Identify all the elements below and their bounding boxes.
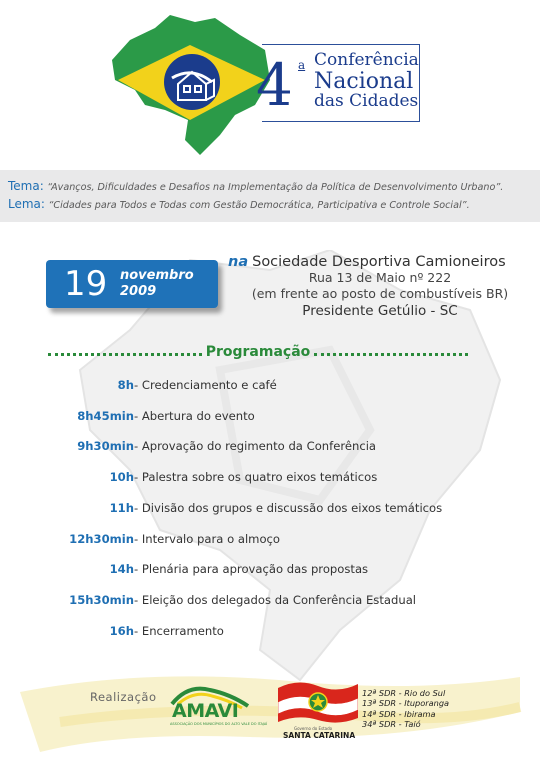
sc-government-label: Governo do Estado <box>294 726 333 731</box>
event-day: 19 <box>64 264 108 304</box>
conference-logo-map <box>100 10 280 160</box>
santa-catarina-flag-logo <box>278 678 358 724</box>
program-header <box>48 342 468 362</box>
schedule-time: 9h30min <box>77 439 134 454</box>
schedule-description: - Aprovação do regimento da Conferência <box>134 439 377 454</box>
schedule-time: 8h <box>117 378 134 392</box>
dotted-divider-left <box>48 353 202 356</box>
schedule-row <box>0 501 540 521</box>
tema-label: Tema: <box>8 179 44 193</box>
realizacao-label: Realização <box>90 690 157 704</box>
schedule-row <box>0 470 540 490</box>
venue-reference: (em frente ao posto de combustíveis BR) <box>251 286 509 301</box>
schedule-time: 15h30min <box>69 592 134 607</box>
lema-line <box>8 196 532 214</box>
schedule-row <box>0 378 540 398</box>
schedule-time: 14h <box>109 562 134 577</box>
schedule-description: - Divisão dos grupos e discussão dos eixos temáticos <box>134 500 443 515</box>
tema-text: “Avanços, Dificuldades e Desafios na Implementação da Política de Desenvolvimento Urbano”. <box>47 182 504 193</box>
sdr-item: 34ª SDR - Taió <box>362 718 421 729</box>
amavi-name: AMAVI <box>172 700 239 722</box>
sdr-item: 13ª SDR - Ituporanga <box>362 698 450 709</box>
sc-state-name: SANTA CATARINA <box>283 731 356 740</box>
event-month: novembro <box>120 268 194 283</box>
schedule-time: 10h <box>109 470 134 485</box>
theme-band <box>0 170 540 222</box>
event-year: 2009 <box>120 284 157 300</box>
schedule-row <box>0 409 540 429</box>
sdr-item: 12ª SDR - Rio do Sul <box>362 688 446 698</box>
schedule-time: 16h <box>109 623 134 638</box>
schedule-row <box>0 624 540 644</box>
schedule-row <box>0 562 540 582</box>
logo-title-text <box>314 52 419 111</box>
lema-label: Lema: <box>8 197 45 211</box>
logo-title-line3: das Cidades <box>314 90 419 111</box>
schedule-row <box>0 593 540 613</box>
venue-block <box>228 254 518 320</box>
venue-prefix: na <box>228 254 249 270</box>
amavi-subtitle: ASSOCIAÇÃO DOS MUNICÍPIOS DO ALTO VALE DO ITAJAÍ <box>170 722 268 726</box>
schedule-time: 11h <box>109 500 134 515</box>
logo-ordinal-number: 4 <box>256 51 293 119</box>
dotted-divider-right <box>314 353 468 356</box>
schedule-description: - Encerramento <box>134 623 224 638</box>
schedule-time: 12h30min <box>69 531 134 546</box>
tema-line <box>8 178 532 196</box>
venue-address: Rua 13 de Maio nº 222 <box>308 270 452 285</box>
schedule-description: - Eleição dos delegados da Conferência Estadual <box>134 592 417 607</box>
logo-ordinal-suffix: a <box>298 58 306 72</box>
logo-title-line2: Nacional <box>314 68 414 94</box>
event-month-year <box>120 268 194 301</box>
lema-text: “Cidades para Todos e Todas com Gestão Democrática, Participativa e Controle Social”. <box>48 200 470 211</box>
venue-name-line <box>228 254 518 270</box>
venue-city: Presidente Getúlio - SC <box>302 303 458 319</box>
schedule-description: - Intervalo para o almoço <box>134 531 281 546</box>
schedule-description: - Palestra sobre os quatro eixos temáticos <box>134 470 378 485</box>
footer-swoosh <box>0 662 540 760</box>
schedule-row <box>0 439 540 459</box>
logo-title-line1: Conferência <box>314 50 419 70</box>
program-title: Programação <box>205 344 311 360</box>
sdr-item: 14ª SDR - Ibirama <box>362 708 436 719</box>
schedule-row <box>0 532 540 552</box>
schedule-time: 8h45min <box>77 408 134 423</box>
schedule-description: - Plenária para aprovação das propostas <box>134 562 369 577</box>
venue-name: Sociedade Desportiva Camioneiros <box>252 254 506 270</box>
schedule-description: - Abertura do evento <box>134 408 255 423</box>
sdr-list <box>362 688 449 729</box>
schedule-description: - Credenciamento e café <box>134 378 277 392</box>
event-date-box <box>46 260 218 308</box>
